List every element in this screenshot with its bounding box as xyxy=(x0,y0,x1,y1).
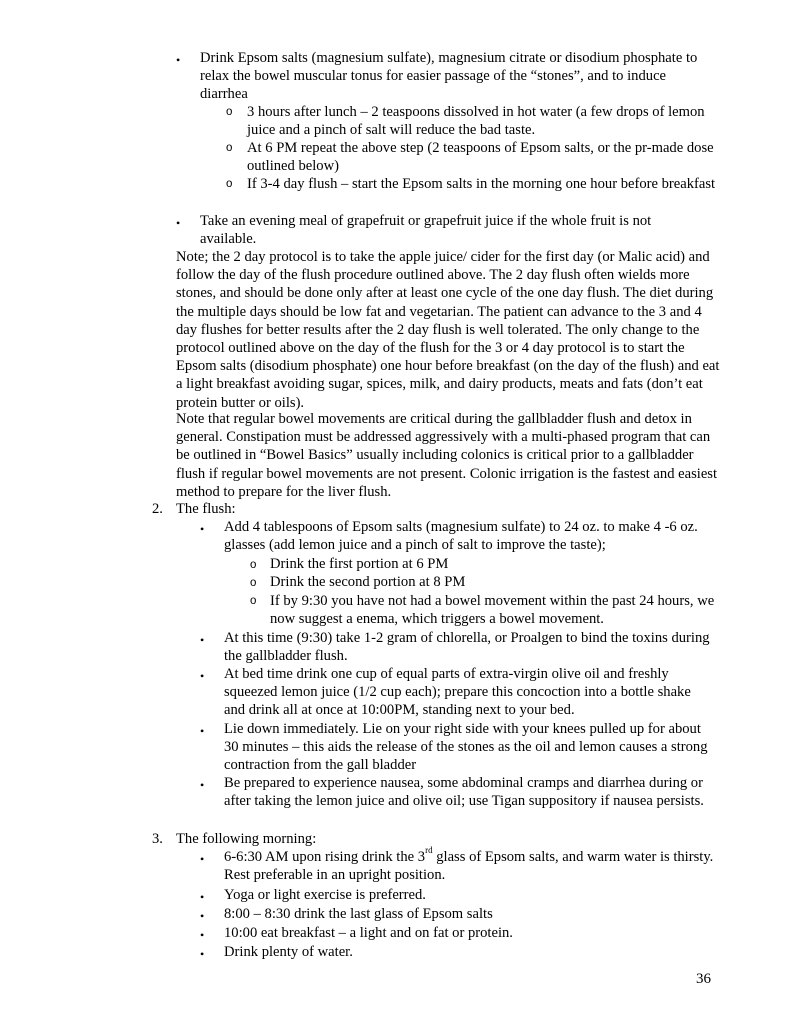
sub-item-after-lunch: 3 hours after lunch – 2 teaspoons dissolved in hot water (a few drops of lemon juice and a pinch of salt will reduce the bad taste. xyxy=(247,104,705,139)
sub-item-first-portion: Drink the first portion at 6 PM xyxy=(270,556,449,572)
bullet-marker: • xyxy=(200,522,205,536)
sub-marker: o xyxy=(226,178,233,190)
bullet-chlorella: At this time (9:30) take 1-2 gram of chlorella, or Proalgen to bind the toxins during the gallbladder flush. xyxy=(224,630,710,665)
bullet-breakfast: 10:00 eat breakfast – a light and on fat or protein. xyxy=(224,925,513,941)
bullet-rising xyxy=(224,845,714,884)
sub-item-enema: If by 9:30 you have not had a bowel movement within the past 24 hours, we now suggest a enema, which triggers a bowel movement. xyxy=(270,593,715,628)
sub-marker: o xyxy=(250,559,257,571)
bullet-marker: • xyxy=(176,53,181,67)
bullet-marker: • xyxy=(200,909,205,923)
section-heading-flush: The flush: xyxy=(176,501,236,517)
bullet-rising-text: 6-6:30 AM upon rising drink the 3 xyxy=(224,849,426,865)
list-number: 3. xyxy=(152,831,163,847)
bullet-epsom-salts: Drink Epsom salts (magnesium sulfate), magnesium citrate or disodium phosphate to relax the bowel muscular tonus for easier passage of the “stones”, and to induce diarrhea xyxy=(200,50,698,103)
bullet-marker: • xyxy=(200,890,205,904)
sub-item-6pm: At 6 PM repeat the above step (2 teaspoons of Epsom salts, or the pr-made dose outlined below) xyxy=(247,140,714,175)
bullet-marker: • xyxy=(200,852,205,866)
sub-item-3-4-day: If 3-4 day flush – start the Epsom salts in the morning one hour before breakfast xyxy=(247,176,716,192)
section-heading-morning: The following morning: xyxy=(176,831,317,847)
list-number: 2. xyxy=(152,501,163,517)
bullet-yoga: Yoga or light exercise is preferred. xyxy=(224,887,426,903)
bullet-olive-oil: At bed time drink one cup of equal parts of extra-virgin olive oil and freshly squeezed lemon juice (1/2 cup each); prepare this concoction into a bottle shake and drink all at once at 10:00PM, standing next to your bed. xyxy=(224,666,691,719)
page-number: 36 xyxy=(696,971,711,987)
bullet-marker: • xyxy=(200,778,205,792)
sub-marker: o xyxy=(226,106,233,118)
note-bowel-movements: Note that regular bowel movements are critical during the gallbladder flush and detox in general. Constipation must be addressed aggressively with a multi-phased program that can be outlined in “Bowel Basics” usually including colonics is critical prior to a gallbladder flush if regular bowel movements are not present. Colonic irrigation is the fastest and easiest method to prepare for the liver flush. xyxy=(176,411,718,500)
note-two-day-protocol: Note; the 2 day protocol is to take the apple juice/ cider for the first day (or Malic acid) and follow the day of the flush procedure outlined above. The 2 day flush often wields more stones, and should be done only after at least one cycle of the one day flush. The diet during the multiple days should be low fat and vegetarian. The patient can advance to the 3 and 4 day flushes for better results after the 2 day flush is well tolerated. The only change to the protocol outlined above on the day of the flush for the 3 or 4 day protocol is to start the Epsom salts (disodium phosphate) one hour before breakfast (on the day of the flush) and eat a light breakfast avoiding sugar, spices, milk, and dairy products, meats and fats (don’t eat protein butter or oils). xyxy=(176,249,720,411)
sub-marker: o xyxy=(250,595,257,607)
bullet-lie-down: Lie down immediately. Lie on your right side with your knees pulled up for about 30 minutes – this aids the release of the stones as the oil and lemon causes a strong contraction from the gall bladder xyxy=(224,721,708,774)
bullet-rising-text-rest: glass of Epsom salts, and warm water is thirsty. Rest preferable in an upright position. xyxy=(224,849,714,884)
bullet-marker: • xyxy=(200,947,205,961)
bullet-marker: • xyxy=(200,724,205,738)
bullet-evening-meal: Take an evening meal of grapefruit or grapefruit juice if the whole fruit is not available. xyxy=(200,213,652,248)
sub-marker: o xyxy=(226,142,233,154)
bullet-last-glass: 8:00 – 8:30 drink the last glass of Epsom salts xyxy=(224,906,493,922)
sub-marker: o xyxy=(250,577,257,589)
ordinal-suffix: rd xyxy=(425,845,433,856)
bullet-marker: • xyxy=(200,928,205,942)
bullet-marker: • xyxy=(200,633,205,647)
bullet-marker: • xyxy=(200,669,205,683)
bullet-nausea: Be prepared to experience nausea, some abdominal cramps and diarrhea during or after taking the lemon juice and olive oil; use Tigan suppository if nausea persists. xyxy=(224,775,704,810)
bullet-add-epsom: Add 4 tablespoons of Epsom salts (magnesium sulfate) to 24 oz. to make 4 -6 oz. glasses (add lemon juice and a pinch of salt to improve the taste); xyxy=(224,519,698,554)
bullet-water: Drink plenty of water. xyxy=(224,944,353,960)
bullet-marker: • xyxy=(176,216,181,230)
sub-item-second-portion: Drink the second portion at 8 PM xyxy=(270,574,466,590)
